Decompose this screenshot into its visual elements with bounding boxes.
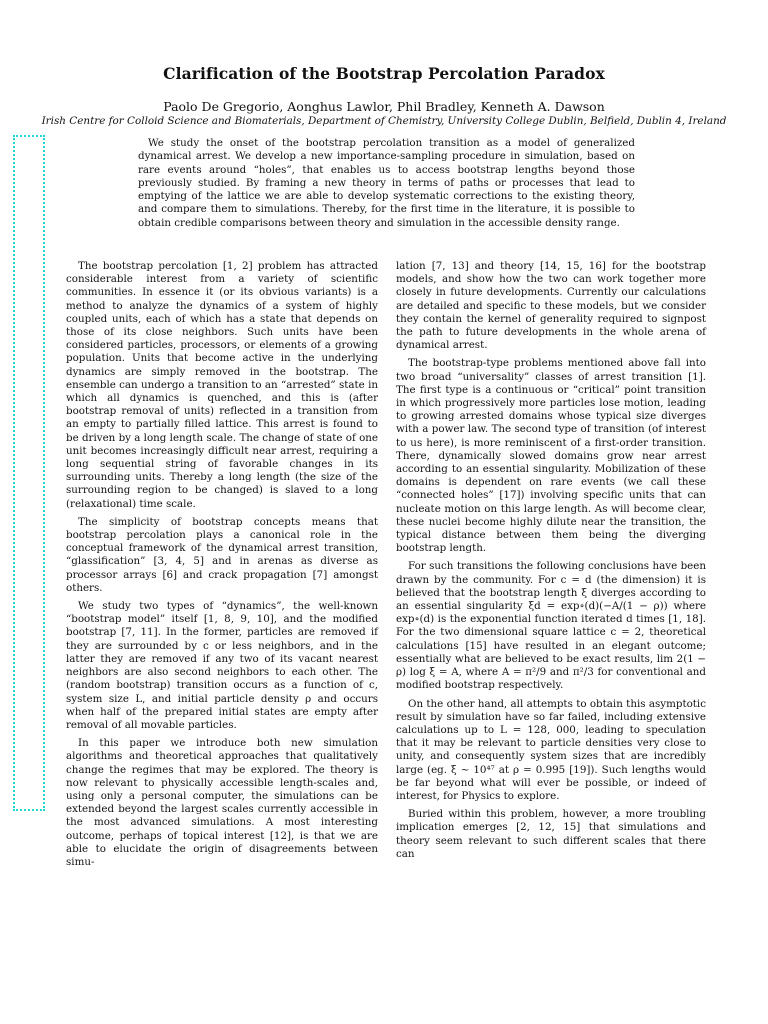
paper-affiliation: Irish Centre for Colloid Science and Biomaterials, Department of Chemistry, University College Dublin, Belfield, Dublin 4, Ireland bbox=[41, 115, 727, 127]
paper-abstract: We study the onset of the bootstrap percolation transition as a model of generalized dynamical arrest. We develop a new importance-sampling procedure in simulation, based on rare events around “holes”, that enables us to access bootstrap lengths beyond those previously studied. By framing a new theory in terms of paths or processes that lead to emptying of the lattice we are able to develop systematic corrections to the existing theory, and compare them to simulations. Thereby, for the first time in the literature, it is possible to obtain credible comparisons between theory and simulation in the accessible density range. bbox=[138, 137, 635, 229]
paragraph: We study two types of “dynamics”, the well-known “bootstrap model” itself [1, 8, 9, 10], and the modified bootstrap [7, 11]. In the former, particles are removed if they are surrounded by c or less neighbors, and in the latter they are removed if any two of its vacant nearest neighbors are also second neighbors to each other. The (random bootstrap) transition occurs as a function of c, system size L, and initial particle density ρ and occurs when half of the prepared initial states are empty after removal of all movable particles. bbox=[66, 600, 378, 731]
paragraph: lation [7, 13] and theory [14, 15, 16] for the bootstrap models, and show how the two can work together more closely in future developments. Currently our calculations are detailed and specific to these models, but we consider they contain the kernel of generality required to signpost the path to future developments in the whole arena of dynamical arrest. bbox=[396, 260, 706, 352]
paragraph: The bootstrap percolation [1, 2] problem has attracted considerable interest from a variety of scientific communities. In essence it (or its obvious variants) is a method to analyze the dynamics of a system of highly coupled units, each of which has a state that depends on those of its close neighbors. Such units have been considered particles, processors, or elements of a growing population. Units that become active in the underlying dynamics are simply removed in the bootstrap. The ensemble can undergo a transition to an “arrested” state in which all dynamics is quenched, and this is (after bootstrap removal of units) reflected in a transition from an empty to partially filled lattice. This arrest is found to be driven by a long length scale. The change of state of one unit becomes increasingly difficult near arrest, requiring a long sequential string of favorable changes in its surrounding units. Thereby a long length (the size of the surrounding region to be changed) is slaved to a long (relaxational) time scale. bbox=[66, 260, 378, 510]
left-column bbox=[66, 260, 378, 874]
paragraph: On the other hand, all attempts to obtain this asymptotic result by simulation have so far failed, including extensive calculations up to L = 128, 000, leading to speculation that it may be relevant to particle densities very close to unity, and consequently system sizes that are incredibly large (eg. ξ ∼ 10⁴⁷ at ρ = 0.995 [19]). Such lengths would be far beyond what will ever be possible, or indeed of interest, for Physics to explore. bbox=[396, 697, 706, 802]
paragraph: The simplicity of bootstrap concepts means that bootstrap percolation plays a canonical role in the conceptual framework of the dynamical arrest transition, “glassification” [3, 4, 5] and in arenas as diverse as processor arrays [6] and crack propagation [7] amongst others. bbox=[66, 515, 378, 594]
paragraph: The bootstrap-type problems mentioned above fall into two broad “universality” classes of arrest transition [1]. The first type is a continuous or “critical” point transition in which progressively more particles lose motion, leading to growing arrested domains whose typical size diverges with a power law. The second type of transition (of interest to us here), is more reminiscent of a first-order transition. There, dynamically slowed domains grow near arrest according to an essential singularity. Mobilization of these domains is dependent on rare events (we call these “connected holes” [17]) involving specific units that can nucleate motion on this large length. As will become clear, these nuclei become highly dilute near the transition, the typical distance between them being the diverging bootstrap length. bbox=[396, 357, 706, 555]
paper-title: Clarification of the Bootstrap Percolation Paradox bbox=[163, 64, 605, 83]
paragraph: In this paper we introduce both new simulation algorithms and theoretical approaches that qualitatively change the regimes that may be explored. The theory is now relevant to physically accessible length-scales and, using only a personal computer, the simulations can be extended beyond the largest scales currently accessible in the most advanced simulations. A most interesting outcome, perhaps of topical interest [12], is that we are able to elucidate the origin of disagreements between simu- bbox=[66, 737, 378, 868]
paper-authors: Paolo De Gregorio, Aonghus Lawlor, Phil Bradley, Kenneth A. Dawson bbox=[163, 99, 605, 114]
paragraph: For such transitions the following conclusions have been drawn by the community. For c = d (the dimension) it is believed that the bootstrap length ξ diverges according to an essential singularity ξd = exp∘(d)(−A/(1 − ρ)) where exp∘(d) is the exponential function iterated d times [1, 18]. For the two dimensional square lattice c = 2, theoretical calculations [15] have resulted in an elegant outcome; essentially what are believed to be exact results, lim 2(1 − ρ) log ξ = A, where A = π²/9 and π²/3 for conventional and modified bootstrap respectively. bbox=[396, 560, 706, 692]
right-column bbox=[396, 260, 706, 866]
paragraph: Buried within this problem, however, a more troubling implication emerges [2, 12, 15] that simulations and theory seem relevant to such different scales that there can bbox=[396, 808, 706, 860]
margin-annotation-box bbox=[13, 135, 45, 811]
